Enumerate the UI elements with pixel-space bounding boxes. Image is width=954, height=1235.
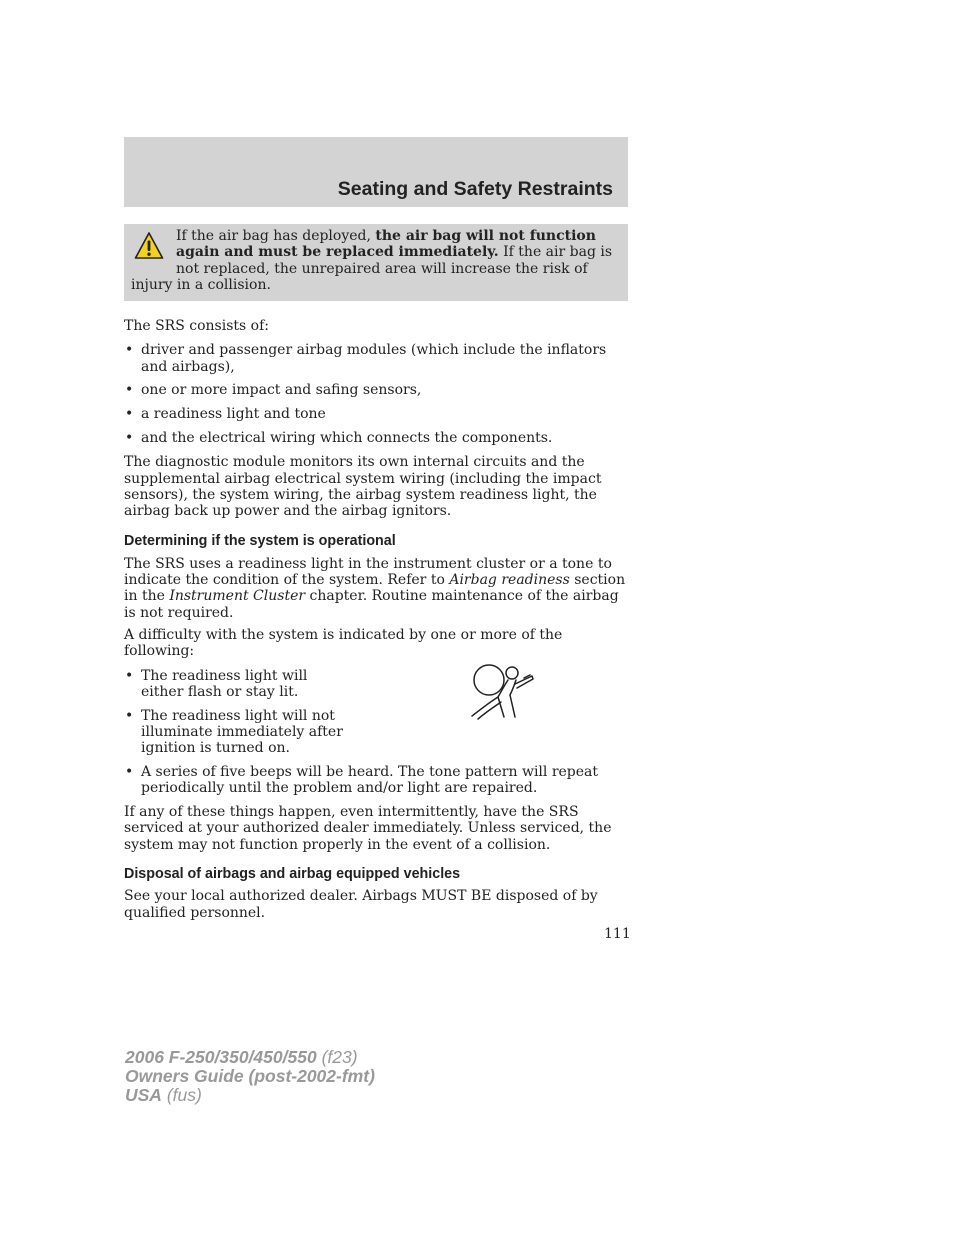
list-item: • and the electrical wiring which connects the components. [124, 430, 628, 446]
footer-line-market [125, 1086, 375, 1105]
page-body [124, 318, 628, 927]
instrument-cluster-ref: Instrument Cluster [169, 588, 306, 605]
difficulty-paragraph: A difficulty with the system is indicated by one or more of the following: [124, 626, 563, 660]
list-item: • A series of five beeps will be heard. The tone pattern will repeat periodically until the problem and/or light are repaired. [124, 764, 628, 797]
srs-components-list [124, 342, 628, 446]
list-item: • driver and passenger airbag modules (which include the inflators and airbags), [124, 342, 628, 375]
operational-text-b: section in the [124, 572, 626, 605]
warning-triangle-icon [134, 231, 164, 261]
diagnostic-paragraph: The diagnostic module monitors its own internal circuits and the supplemental airbag electrical system wiring (including the impact sensors), the system wiring, the airbag system readiness light, the airbag back up power and the airbag ignitors. [124, 454, 602, 520]
section-title: Seating and Safety Restraints [337, 178, 613, 200]
warning-text-rest: If the air bag is not replaced, the unrepaired area will increase the risk of injury in a collision. [131, 244, 613, 293]
srs-intro: The SRS consists of: [124, 318, 269, 334]
list-item: • a readiness light and tone [124, 406, 628, 422]
footer-market-code: (fus) [161, 1085, 202, 1105]
airbag-person-icon [468, 662, 538, 724]
list-item: • one or more impact and safing sensors, [124, 382, 628, 398]
footer-market: USA [125, 1085, 162, 1105]
readiness-list [124, 668, 349, 757]
operational-heading: Determining if the system is operational [124, 533, 396, 550]
document-footer [125, 1048, 375, 1105]
service-paragraph: If any of these things happen, even intermittently, have the SRS serviced at your authorized dealer immediately. Unless serviced, the system may not function properly in the event of a collision. [124, 804, 612, 853]
list-item: • The readiness light will either flash or stay lit. [124, 668, 349, 701]
operational-text-a: The SRS uses a readiness light in the instrument cluster or a tone to indicate the condition of the system. Refer to [124, 555, 612, 589]
disposal-heading: Disposal of airbags and airbag equipped vehicles [124, 866, 461, 883]
footer-model-code: (f23) [316, 1047, 358, 1067]
warning-box [124, 224, 628, 301]
footer-line-model [125, 1048, 375, 1067]
airbag-readiness-ref: Airbag readiness [449, 572, 570, 589]
disposal-paragraph: See your local authorized dealer. Airbags MUST BE disposed of by qualified personnel. [124, 888, 598, 921]
readiness-list-with-figure [124, 668, 628, 757]
section-header-band [124, 137, 628, 207]
footer-line-guide: Owners Guide (post-2002-fmt) [125, 1066, 375, 1086]
list-item: • The readiness light will not illuminate immediately after ignition is turned on. [124, 708, 349, 757]
operational-text-c: chapter. Routine maintenance of the airbag is not required. [124, 588, 619, 621]
warning-text-intro: If the air bag has deployed, [176, 228, 376, 244]
warning-text-bold: the air bag will not function again and must be replaced immediately. [176, 228, 596, 261]
beep-list [124, 764, 628, 797]
operational-paragraph [124, 556, 628, 621]
page-number: 111 [604, 926, 631, 942]
footer-model: 2006 F-250/350/450/550 [125, 1047, 317, 1067]
